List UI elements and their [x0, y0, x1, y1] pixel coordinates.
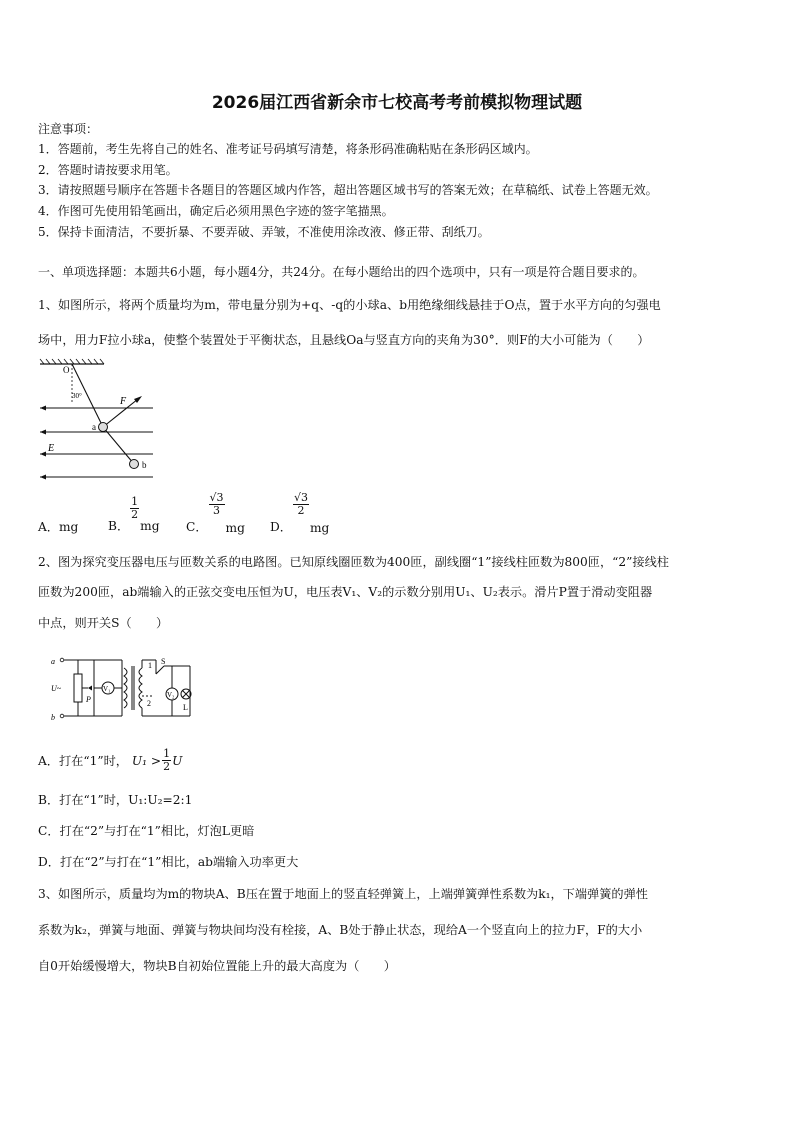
question-3-line: 系数为k₂，弹簧与地面、弹簧与物块间均没有栓接，A、B处于静止状态，现给A一个竖直向上的拉力F，F的大小 — [38, 923, 643, 937]
q2-circuit-figure — [48, 654, 208, 722]
notice-item: 3．请按照题号顺序在答题卡各题目的答题区域内作答，超出答题区域书写的答案无效；在草稿纸、试卷上答题无效。 — [38, 183, 658, 197]
question-2-line: 2、图为探究变压器电压与匝数关系的电路图。已知原线圈匝数为400匝，副线圈“1”接线柱匝数为800匝，“2”接线柱 — [38, 555, 669, 569]
label-b: b — [51, 713, 55, 722]
label-S: S — [161, 657, 166, 666]
label-V1: V₁ — [103, 685, 111, 693]
notice-item: 5．保持卡面清洁，不要折暴、不要弄破、弄皱，不准使用涂改液、修正带、刮纸刀。 — [38, 225, 490, 239]
notice-heading: 注意事项： — [38, 122, 99, 136]
notice-item: 4．作图可先使用铅笔画出，确定后必须用黑色字迹的签字笔描黑。 — [38, 204, 394, 218]
q1-option-a: A．mg — [38, 520, 79, 534]
q1-figure — [38, 358, 158, 483]
label-E: E — [48, 443, 55, 454]
question-2-line: 匝数为200匝，ab端输入的正弦交变电压恒为U，电压表V₁、V₂的示数分别用U₁、U₂表示。滑片P置于滑动变阻器 — [38, 585, 653, 599]
section-heading: 一、单项选择题：本题共6小题，每小题4分，共24分。在每小题给出的四个选项中，只有一项是符合题目要求的。 — [38, 265, 645, 279]
exam-title: 2026届江西省新余市七校高考考前模拟物理试题 — [211, 93, 583, 113]
label-b: b — [142, 460, 147, 470]
label-P: P — [86, 695, 91, 704]
notice-item: 2．答题时请按要求用笔。 — [38, 163, 178, 177]
label-angle: 30° — [72, 392, 82, 400]
label-F: F — [120, 396, 127, 407]
question-3-line: 自0开始缓慢增大，物块B自初始位置能上升的最大高度为（ ） — [38, 959, 396, 973]
label-terminal-1: 1 — [148, 661, 152, 670]
label-terminal-2: 2 — [147, 699, 151, 708]
question-1-line: 场中，用力F拉小球a，使整个装置处于平衡状态，且悬线Oa与竖直方向的夹角为30°．则F的大小可能为（ ） — [38, 333, 650, 347]
label-a: a — [92, 422, 96, 432]
label-V2: V₂ — [167, 691, 175, 699]
notice-item: 1．答题前，考生先将自己的姓名、准考证号码填写清楚，将条形码准确粘贴在条形码区域内。 — [38, 142, 538, 156]
label-L: L — [183, 703, 188, 712]
label-a: a — [51, 657, 55, 666]
label-U: U~ — [51, 684, 62, 693]
question-2-line: 中点，则开关S（ ） — [38, 616, 169, 630]
question-3-line: 3、如图所示，质量均为m的物块A、B压在置于地面上的竖直轻弹簧上，上端弹簧弹性系数为k₁，下端弹簧的弹性 — [38, 887, 648, 901]
question-1-line: 1、如图所示，将两个质量均为m，带电量分别为+q、-q的小球a、b用绝缘细线悬挂于O点，置于水平方向的匀强电 — [38, 298, 661, 312]
q1-option-c: C． $\frac{√3}{3}$ mg — [186, 491, 245, 535]
q1-option-b: B． $\frac{1}{2}$ mg — [108, 495, 160, 533]
q2-option-a: A．打在“1”时， U₁ > $\frac{1}{2}$ U — [38, 747, 183, 773]
q2-option-d: D．打在“2”与打在“1”相比，ab端输入功率更大 — [38, 855, 299, 869]
label-O: O — [63, 365, 70, 375]
q2-option-b: B．打在“1”时，U₁:U₂=2:1 — [38, 793, 193, 807]
q2-option-c: C．打在“2”与打在“1”相比，灯泡L更暗 — [38, 824, 255, 838]
q1-option-d: D． $\frac{√3}{2}$ mg — [270, 491, 330, 535]
